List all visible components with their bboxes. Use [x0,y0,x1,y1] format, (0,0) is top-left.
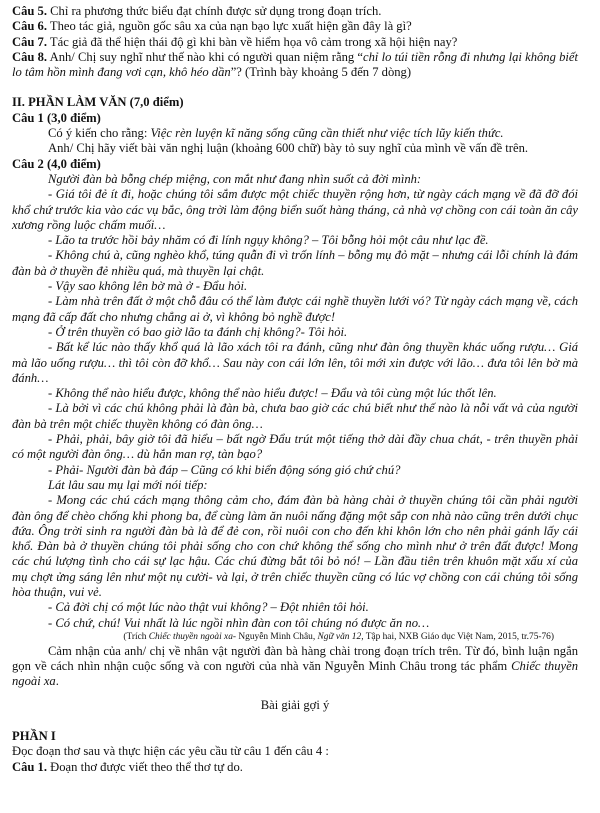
task-text: Cảm nhận của anh/ chị về nhân vật người đàn bà hàng chài trong đoạn trích trên. Từ đó, bình luận ngắn gọn về cách nhìn nhận cuộc sống và con người của nhà văn Nguyễn Minh Châu trong tác phẩm [12,643,578,674]
excerpt-paragraph: - Mong các chú cách mạng thông cảm cho, đám đàn bà hàng chài ở thuyền chúng tôi cần phải người đàn ông để chèo chống khi phong ba, để cùng làm ăn nuôi nấng đặng một sắp con nhà nào cũng trên dưới chục đứa. Ông trời sinh ra người đàn bà là để đẻ con, rồi nuôi con cho đến khi khôn lớn cho nên phải gánh lấy cái khổ. Đàn bà ở thuyền chúng tôi phải sống cho con chứ không thể sống cho mình như ở trên đất được! Mong các chú lượng tình cho cái sự lạc hậu. Các chú đừng bắt tôi bỏ nó! – Lần đầu tiên trên khuôn mặt xấu xí của mụ chợt ửng sáng lên như một nụ cười- và lại, ở trên chiếc thuyền cũng có lúc vợ chồng con cái chúng tôi sống hòa thuận, vui vẻ. [12,493,578,599]
section-2-title: II. PHẦN LÀM VĂN (7,0 điểm) [12,95,184,110]
source-author: - Nguyễn Minh Châu, [232,631,318,642]
answer-guide-title: Bài giải gợi ý [260,697,330,712]
prompt-intro: Có ý kiến cho rằng: [48,126,151,141]
excerpt-paragraph: - Là bởi vì các chú không phải là đàn bà, chưa bao giờ các chú biết như thế nào là nỗi vất vả của người đàn bà trên một chiếc thuyền không có đàn ông… [12,401,578,431]
excerpt-paragraph: - Phải, phải, bây giờ tôi đã hiểu – bất ngờ Đẩu trút một tiếng thở dài đầy chua chát, - trên thuyền phải có một người đàn ông… dù hắn man rợ, tàn bạo? [12,432,578,462]
question-label: Câu 8. [12,49,48,64]
part-1-title: PHẦN I [12,729,56,744]
question-8 [12,50,578,81]
essay-question-1-title: Câu 1 (3,0 điểm) [12,110,101,125]
question-7 [12,35,578,50]
answer-1 [12,760,578,775]
excerpt-paragraph: - Giá tôi đẻ ít đi, hoặc chúng tôi sắm được một chiếc thuyền rộng hơn, từ ngày cách mạng về đã đỡ đói khổ chứ trước kia vào các vụ bắc, ông trời làm động biển suốt hàng tháng, cả nhà vợ chồng con cái toàn ăn cây xương rồng luộc chấm muối… [12,187,578,232]
source-book: Ngữ văn 12 [317,631,362,642]
question-5 [12,4,578,19]
excerpt-paragraph: - Làm nhà trên đất ở một chỗ đâu có thể làm được cái nghề thuyền lưới vó? Từ ngày cách mạng về, cách mạng đã cấp đất cho nhưng chẳng ai ở, vì không bỏ nghề được! [12,294,578,324]
excerpt-paragraph: Người đàn bà bỗng chép miệng, con mắt như đang nhìn suốt cả đời mình: [48,171,422,186]
question-text: Anh/ Chị suy nghĩ như thế nào khi có người quan niệm rằng “ [47,49,363,64]
essay-question-2-task [12,644,578,690]
excerpt-paragraph: - Cả đời chị có một lúc nào thật vui không? – Đột nhiên tôi hỏi. [48,600,369,615]
task-text-end: . [55,674,59,689]
prompt-quote: Việc rèn luyện kĩ năng sống cũng cần thiết như việc tích lũy kiến thức. [150,126,504,141]
question-label: Câu 6. [12,19,47,34]
answer-text: Đoạn thơ được viết theo thể thơ tự do. [47,759,243,774]
excerpt-paragraph: - Bất kể lúc nào thấy khổ quá là lão xách tôi ra đánh, cũng như đàn ông thuyền khác uống rượu… Giá mà lão uống rượu… thì tôi còn đỡ khổ… Sau này con cái lớn lên, tôi mới xin được với lão… đưa tôi lên bờ mà đánh… [12,340,578,385]
source-prefix: (Trích [123,631,149,642]
essay-question-2-title: Câu 2 (4,0 điểm) [12,156,101,171]
part-1-instruction: Đọc đoạn thơ sau và thực hiện các yêu cầu từ câu 1 đến câu 4 : [12,744,329,759]
answer-label: Câu 1. [12,759,47,774]
essay-question-1-prompt [12,126,578,141]
excerpt-paragraph: - Lão ta trước hồi bảy nhăm có đi lính ngụy không? – Tôi bỗng hỏi một câu như lạc đề. [48,233,489,248]
excerpt-paragraph: - Có chứ, chú! Vui nhất là lúc ngồi nhìn đàn con tôi chúng nó được ăn no… [48,615,430,630]
question-label: Câu 5. [12,4,47,18]
essay-question-1-task: Anh/ Chị hãy viết bài văn nghị luận (khoảng 600 chữ) bày tỏ suy nghĩ của mình về vấn đề trên. [48,141,529,156]
excerpt-paragraph: - Không chú à, cũng nghèo khổ, túng quẫn đi vì trốn lính – bỗng mụ đỏ mặt – nhưng cái lỗi chính là đám đàn bà ở thuyền đẻ nhiều quá, mà thuyền lại chật. [12,248,578,278]
excerpt-paragraph: - Ở trên thuyền có bao giờ lão ta đánh chị không?- Tôi hỏi. [48,324,348,339]
question-text-end: ”? (Trình bày khoảng 5 đến 7 dòng) [230,65,412,80]
question-text: Tác giả đã thể hiện thái độ gì khi bàn về hiểm họa vô cảm trong xã hội hiện nay? [47,34,458,49]
source-work: Chiếc thuyền ngoài xa [148,631,233,642]
excerpt-source [12,631,578,644]
excerpt-paragraph: - Vậy sao không lên bờ mà ở - Đẩu hỏi. [48,279,248,294]
source-details: , Tập hai, NXB Giáo dục Việt Nam, 2015, tr.75-76) [361,631,554,642]
literary-excerpt [12,172,578,631]
question-6 [12,19,578,34]
task-work-title: Chiếc thuyền ngoài xa [12,659,578,689]
question-quote: chỉ lo túi tiền rỗng đi nhưng lại không biết lo tâm hồn mình đang vơi cạn, khô héo dần [12,49,578,80]
excerpt-paragraph: Lát lâu sau mụ lại mới nói tiếp: [48,477,208,492]
excerpt-paragraph: - Không thể nào hiểu được, không thể nào hiểu được! – Đẩu và tôi cùng một lúc thốt lên. [48,386,497,401]
question-label: Câu 7. [12,34,47,49]
question-text: Theo tác giả, nguồn gốc sâu xa của nạn bạo lực xuất hiện gần đây là gì? [47,19,412,34]
excerpt-paragraph: - Phải- Người đàn bà đáp – Cũng có khi biển động sóng gió chứ chú? [48,462,401,477]
question-text: Chỉ ra phương thức biểu đạt chính được sử dụng trong đoạn trích. [47,4,382,18]
